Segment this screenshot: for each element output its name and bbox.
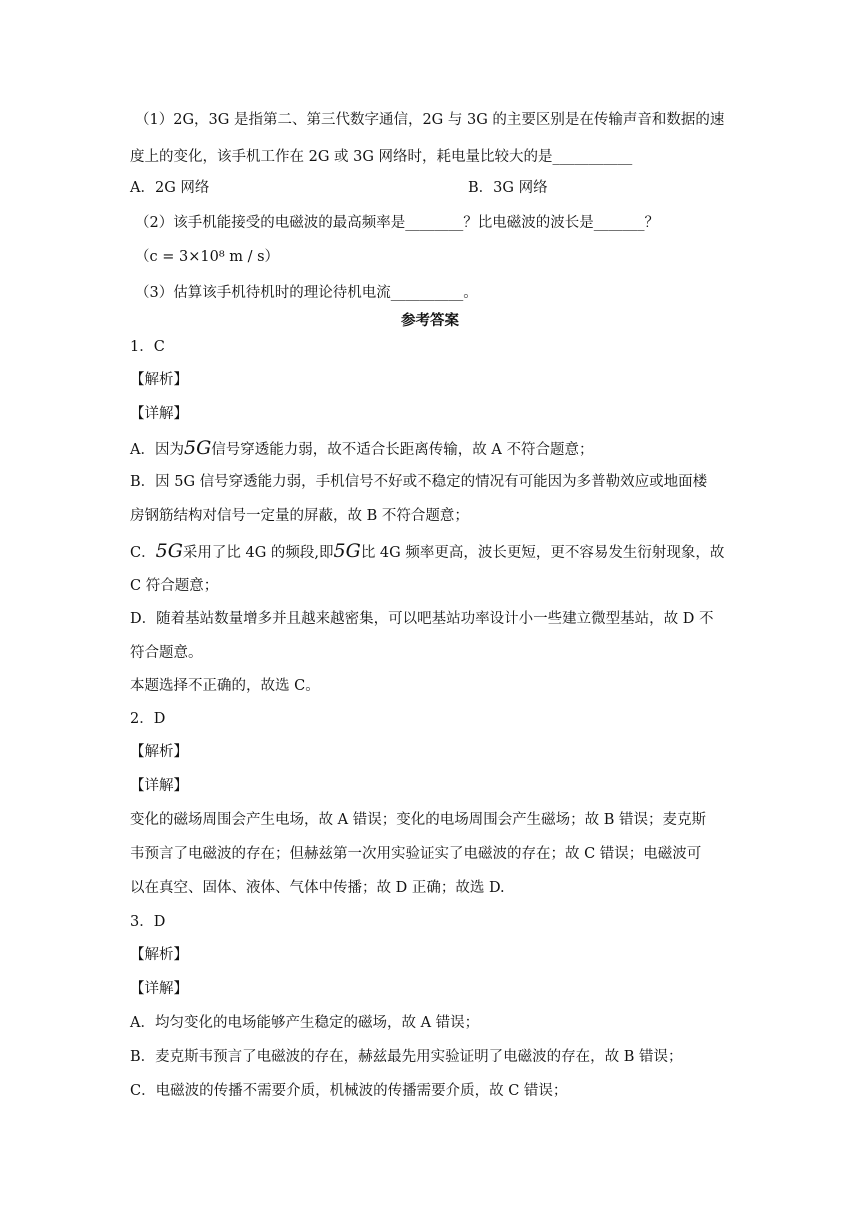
answer-3-option-a: A．均匀变化的电场能够产生稳定的磁场，故 A 错误； — [130, 1015, 480, 1031]
answer-2-line-1: 变化的磁场周围会产生电场，故 A 错误；变化的电场周围会产生磁场；故 B 错误；麦克斯 — [130, 812, 707, 828]
answer-1-detail: 【详解】 — [130, 406, 188, 422]
text-segment: 5G — [155, 540, 183, 562]
q3-line-1: （3）估算该手机待机时的理论待机电流__________。 — [135, 285, 478, 301]
answer-1-option-c-line-2: C 符合题意； — [130, 578, 219, 594]
answer-2-line-3: 以在真空、固体、液体、气体中传播；故 D 正确；故选 D. — [130, 880, 505, 896]
text-segment: A．因为 — [130, 442, 184, 458]
text-segment: 信号穿透能力弱，故不适合长距离传输，故 A 不符合题意； — [211, 442, 594, 458]
answer-2-analysis: 【解析】 — [130, 744, 188, 760]
answer-1-option-d-line-1: D．随着基站数量增多并且越来越密集，可以吧基站功率设计小一些建立微型基站，故 D 不 — [130, 611, 714, 627]
answer-3-analysis: 【解析】 — [130, 947, 188, 963]
answers-title: 参考答案 — [401, 312, 459, 329]
answer-1-option-b-line-1: B．因 5G 信号穿透能力弱，手机信号不好或不稳定的情况有可能因为多普勒效应或地面楼 — [130, 474, 708, 490]
q1-option-a: A．2G 网络 — [130, 180, 210, 196]
text-segment: 采用了比 4G 的频段,即 — [182, 545, 334, 561]
text-segment: 5G — [333, 540, 361, 562]
answer-3-detail: 【详解】 — [130, 981, 188, 997]
answer-3-option-b: B．麦克斯韦预言了电磁波的存在，赫兹最先用实验证明了电磁波的存在，故 B 错误； — [130, 1049, 683, 1065]
answer-2-detail: 【详解】 — [130, 778, 188, 794]
text-segment: C． — [130, 545, 156, 561]
text-segment: 5G — [183, 437, 212, 459]
answer-3: 3．D — [130, 914, 166, 930]
answer-3-option-c: C．电磁波的传播不需要介质，机械波的传播需要介质，故 C 错误； — [130, 1083, 568, 1099]
answer-2-line-2: 韦预言了电磁波的存在；但赫兹第一次用实验证实了电磁波的存在；故 C 错误；电磁波可 — [130, 846, 702, 862]
q1-line-1: （1）2G，3G 是指第二、第三代数字通信，2G 与 3G 的主要区别是在传输声音和数据的速 — [135, 112, 725, 128]
answer-1-option-d-line-2: 符合题意。 — [130, 645, 203, 661]
q1-options — [130, 178, 548, 198]
answer-1-option-c — [130, 541, 724, 563]
q1-line-2: 度上的变化，该手机工作在 2G 或 3G 网络时，耗电量比较大的是___________ — [130, 149, 633, 165]
answer-1: 1．C — [130, 339, 165, 355]
q2-line-2: （c = 3×10⁸ m / s） — [135, 249, 280, 265]
answer-1-conclusion: 本题选择不正确的，故选 C。 — [130, 678, 320, 694]
text-segment: 比 4G 频率更高，波长更短，更不容易发生衍射现象，故 — [360, 545, 725, 561]
q1-option-b: B．3G 网络 — [468, 180, 548, 196]
answer-1-option-b-line-2: 房钢筋结构对信号一定量的屏蔽，故 B 不符合题意； — [130, 508, 469, 524]
q2-line-1: （2）该手机能接受的电磁波的最高频率是________？比电磁波的波长是_______？ — [135, 215, 659, 231]
answer-2: 2．D — [130, 711, 166, 727]
answer-1-analysis: 【解析】 — [130, 372, 188, 388]
answer-1-option-a — [130, 438, 593, 460]
